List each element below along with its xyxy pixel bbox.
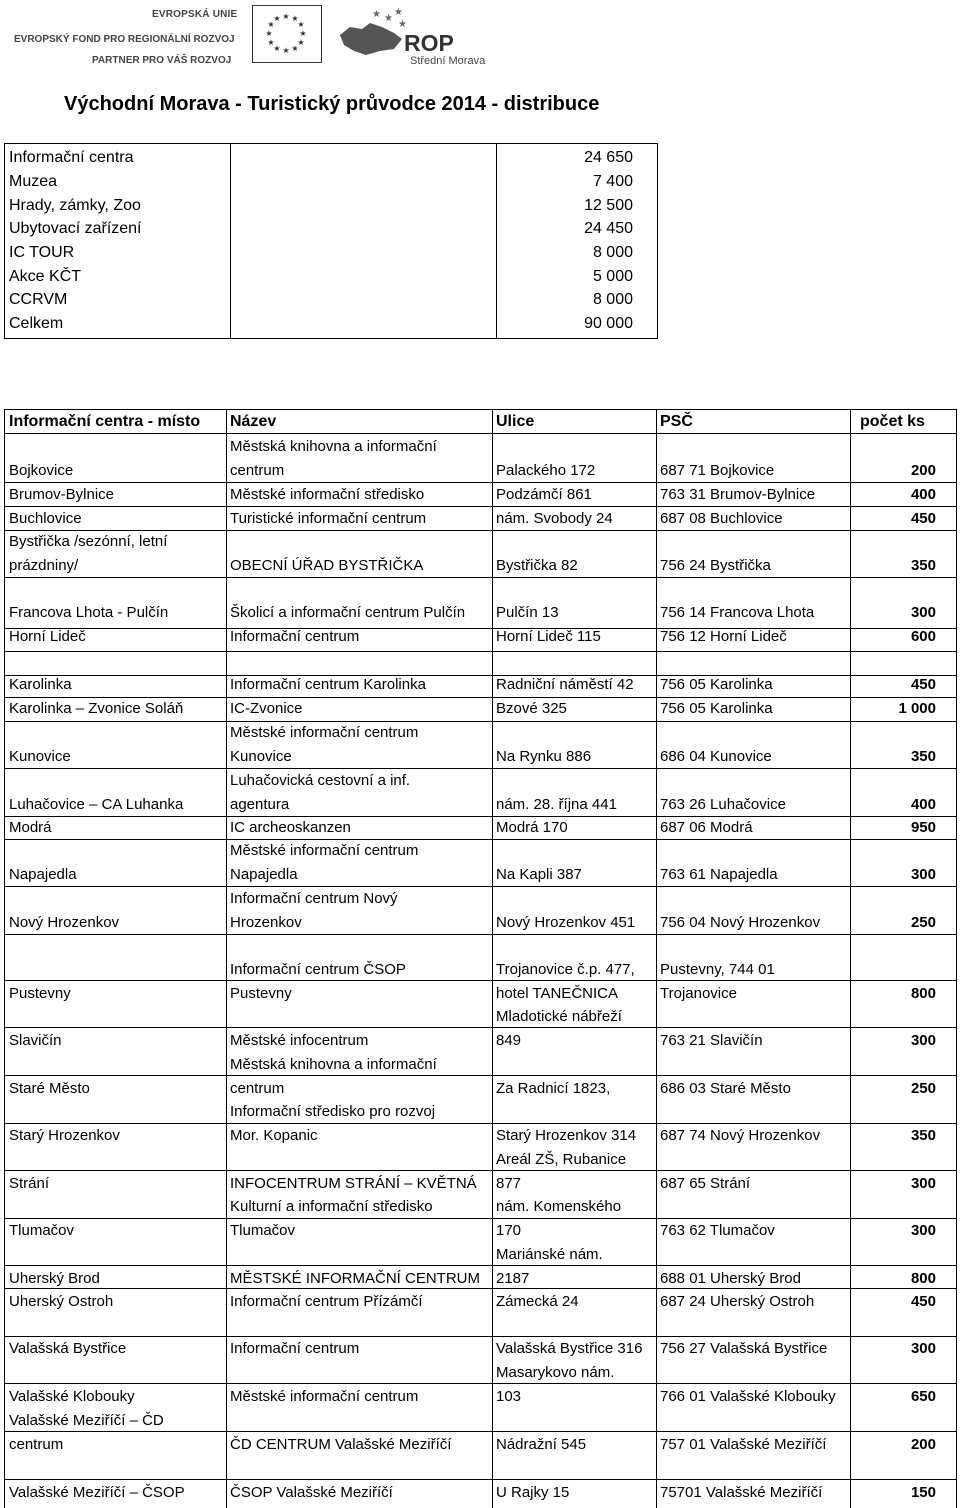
cell-ulice: Radniční náměstí 42 [496,675,634,693]
cell-psc: 687 06 Modrá [660,818,753,836]
svg-text:★: ★ [273,44,281,53]
cell-misto: Slavičín [9,1031,62,1049]
row-divider [5,839,956,840]
cell-psc: 687 65 Strání [660,1174,751,1192]
cell-ks: 200 [910,461,936,479]
row-divider [5,628,956,629]
cell-ks: 250 [910,1079,936,1097]
cell-misto: Brumov-Bylnice [9,485,115,503]
cell-nazev: Městské informační centrum [230,724,419,741]
cell-nazev: IC-Zvonice [230,699,303,717]
row-divider [5,768,956,769]
cell-nazev: INFOCENTRUM STRÁNÍ – KVĚTNÁ [230,1174,477,1192]
cell-psc: Pustevny, 744 01 [660,961,775,978]
cell-misto: Kunovice [9,747,71,765]
cell-misto: Napajedla [9,865,77,883]
cell-ulice: Na Rynku 886 [496,747,592,765]
cell-misto: Buchlovice [9,509,82,527]
cell-ulice: Zámecká 24 [496,1292,579,1310]
row-divider [5,816,956,817]
cell-psc: Trojanovice [660,984,737,1002]
svg-text:★: ★ [282,12,290,21]
cell-psc: 756 14 Francova Lhota [660,603,815,621]
cell-ks: 650 [910,1387,936,1405]
cell-misto: Horní Lideč [9,627,86,645]
cell-nazev: Městské informační centrum [230,842,419,859]
fund-label: EVROPSKÝ FOND PRO REGIONÁLNÍ ROZVOJ [14,34,235,45]
cell-misto: Bystřička /sezónní, letní [9,533,168,550]
summary-row [5,288,657,312]
cell-nazev: MĚSTSKÉ INFORMAČNÍ CENTRUM [230,1269,481,1287]
cell-nazev: Informační centrum ČSOP [230,961,406,978]
row-divider [5,1218,956,1219]
column-header: Název [230,413,277,430]
cell-misto: Tlumačov [9,1221,75,1239]
cell-ks: 300 [910,603,936,621]
cell-misto: Valašské Meziříčí – ČSOP [9,1483,185,1501]
summary-label: Celkem [9,315,64,332]
cell-nazev: Městská knihovna a informační [230,1056,437,1073]
cell-ks: 300 [910,1031,936,1049]
cell-ulice: Podzámčí 861 [496,485,592,503]
cell-ulice: Bzové 325 [496,699,567,717]
cell-psc: 763 26 Luhačovice [660,795,786,813]
svg-text:★: ★ [273,14,281,23]
cell-psc: 687 74 Nový Hrozenkov [660,1126,821,1144]
cell-misto: Karolinka [9,675,72,693]
cell-psc: 688 01 Uherský Brod [660,1269,801,1287]
cell-ulice: 849 [496,1031,522,1049]
cell-ulice: Palackého 172 [496,461,596,479]
summary-value: 24 450 [584,220,633,237]
cell-ulice: nám. Svobody 24 [496,509,613,527]
info-centers-table [4,409,957,1508]
cell-psc: 686 03 Staré Město [660,1079,791,1097]
summary-label: CCRVM [9,291,68,308]
summary-row [5,241,657,265]
cell-ulice: Horní Lideč 115 [496,627,601,645]
summary-label: Akce KČT [9,268,82,285]
cell-ulice: 170 [496,1221,522,1239]
cell-misto: Staré Město [9,1079,90,1097]
cell-misto: Modrá [9,818,52,836]
cell-ulice: Valašská Bystřice 316 [496,1339,643,1357]
cell-ulice: Trojanovice č.p. 477, [496,961,635,978]
cell-ks: 150 [910,1483,936,1501]
cell-psc: 756 27 Valašská Bystřice [660,1339,828,1357]
cell-psc: 756 24 Bystřička [660,556,771,574]
svg-text:★: ★ [291,44,299,53]
cell-nazev: IC archeoskanzen [230,818,351,836]
row-divider [5,980,956,981]
summary-row [5,217,657,241]
column-divider [226,410,227,1508]
column-divider [656,410,657,1508]
cell-nazev: OBECNÍ ÚŘAD BYSTŘIČKA [230,556,424,574]
cell-misto: Uherský Ostroh [9,1292,114,1310]
cell-ks: 1 000 [898,699,936,717]
cell-ulice: nám. 28. října 441 [496,795,617,813]
summary-value: 24 650 [584,149,633,166]
cell-misto: prázdniny/ [9,556,79,574]
cell-ks: 250 [910,913,936,931]
cell-misto: Nový Hrozenkov [9,913,120,931]
svg-text:★: ★ [282,46,290,55]
row-divider [5,1075,956,1076]
svg-text:★: ★ [394,7,403,18]
cell-psc: 687 71 Bojkovice [660,461,775,479]
cell-nazev: Informační centrum [230,627,360,645]
cell-ks: 350 [910,556,936,574]
cell-ulice: 2187 [496,1269,530,1287]
cell-ks: 300 [910,1339,936,1357]
cell-ulice: Modrá 170 [496,818,568,836]
cell-ulice: 877 [496,1174,522,1192]
cell-misto: Valašské Klobouky [9,1387,135,1405]
column-header: Ulice [496,413,535,430]
summary-value: 90 000 [584,315,633,332]
eu-label: EVROPSKÁ UNIE [152,9,238,20]
summary-label: IC TOUR [9,244,75,261]
summary-row [5,265,657,289]
cell-ulice: Pulčín 13 [496,603,559,621]
cell-nazev: Informační centrum Nový [230,890,398,907]
summary-row [5,146,657,170]
cell-nazev: Městská knihovna a informační [230,438,437,455]
cell-nazev: Tlumačov [230,1221,296,1239]
cell-ulice: 103 [496,1387,522,1405]
cell-nazev: Informační centrum Přízámčí [230,1292,423,1310]
cell-ulice: Masarykovo nám. [496,1364,615,1381]
cell-psc: 75701 Valašské Meziříčí [660,1483,823,1501]
row-divider [5,577,956,578]
row-divider [5,721,956,722]
cell-nazev: ČSOP Valašské Meziříčí [230,1483,393,1501]
cell-nazev: Informační centrum Karolinka [230,675,426,693]
row-divider [5,1027,956,1028]
svg-text:★: ★ [297,38,305,47]
svg-text:★: ★ [398,19,407,30]
summary-row [5,170,657,194]
cell-nazev: agentura [230,795,290,813]
cell-ks: 350 [910,747,936,765]
cell-nazev: Informační středisko pro rozvoj [230,1103,436,1120]
cell-ulice: Mariánské nám. [496,1246,603,1263]
cell-ks: 450 [910,509,936,527]
cell-ks: 300 [910,1174,936,1192]
rop-subtitle: Střední Morava [410,55,486,67]
summary-label: Informační centra [9,149,134,166]
svg-text:★: ★ [384,13,393,24]
cell-nazev: ČD CENTRUM Valašské Meziříčí [230,1435,452,1453]
summary-label: Ubytovací zařízení [9,220,142,237]
partner-label: PARTNER PRO VÁŠ ROZVOJ [92,55,232,66]
cell-ulice: Na Kapli 387 [496,865,582,883]
logo-band [0,0,960,78]
summary-row [5,194,657,218]
summary-value: 8 000 [592,244,633,261]
summary-value: 12 500 [584,197,633,214]
cell-nazev: Turistické informační centrum [230,509,427,527]
cell-ks: 400 [910,795,936,813]
column-header: PSČ [660,413,693,430]
row-divider [5,651,956,652]
svg-text:★: ★ [372,9,381,20]
cell-ks: 950 [910,818,936,836]
summary-label: Hrady, zámky, Zoo [9,197,141,214]
cell-misto: Valašské Meziříčí – ČD [9,1412,164,1429]
cell-ulice: U Rajky 15 [496,1483,570,1501]
cell-ks: 800 [910,1269,936,1287]
cell-misto: Uherský Brod [9,1269,100,1287]
column-divider [492,410,493,1508]
cell-psc: 757 01 Valašské Meziříčí [660,1435,827,1453]
cell-misto: Luhačovice – CA Luhanka [9,795,184,813]
cell-psc: 763 62 Tlumačov [660,1221,775,1239]
svg-text:★: ★ [299,29,307,38]
svg-text:★: ★ [297,20,305,29]
cell-ulice: Nádražní 545 [496,1435,587,1453]
cell-ks: 600 [910,627,936,645]
cell-nazev: Školicí a informační centrum Pulčín [230,603,466,621]
cell-ks: 450 [910,1292,936,1310]
cell-ks: 350 [910,1126,936,1144]
cell-ulice: Areál ZŠ, Rubanice [496,1151,627,1168]
cell-misto: centrum [9,1435,64,1453]
cell-psc: 763 21 Slavičín [660,1031,763,1049]
cell-psc: 687 24 Uherský Ostroh [660,1292,815,1310]
summary-label: Muzea [9,173,58,190]
cell-psc: 766 01 Valašské Klobouky [660,1387,836,1405]
svg-text:★: ★ [267,20,275,29]
row-divider [5,1170,956,1171]
czech-map-icon [336,5,406,67]
cell-ulice: nám. Komenského [496,1198,622,1215]
cell-ks: 300 [910,1221,936,1239]
cell-psc: 763 31 Brumov-Bylnice [660,485,816,503]
cell-nazev: Kulturní a informační středisko [230,1198,433,1215]
cell-misto: Bojkovice [9,461,74,479]
row-divider [5,1265,956,1266]
cell-ulice: Starý Hrozenkov 314 [496,1126,637,1144]
cell-misto: Starý Hrozenkov [9,1126,120,1144]
column-divider [850,410,851,1508]
row-divider [5,934,956,935]
row-divider [5,675,956,676]
cell-nazev: centrum [230,461,285,479]
cell-psc: 756 04 Nový Hrozenkov [660,913,821,931]
summary-value: 5 000 [592,268,633,285]
cell-ulice: Nový Hrozenkov 451 [496,913,636,931]
cell-ks: 800 [910,984,936,1002]
cell-misto: Pustevny [9,984,71,1002]
summary-value: 7 400 [592,173,633,190]
cell-nazev: Mor. Kopanic [230,1126,318,1144]
svg-text:★: ★ [267,38,275,47]
row-divider [5,433,956,434]
cell-psc: 756 05 Karolinka [660,675,773,693]
cell-nazev: Pustevny [230,984,292,1002]
cell-psc: 763 61 Napajedla [660,865,778,883]
cell-psc: 756 05 Karolinka [660,699,773,717]
cell-misto: Francova Lhota - Pulčín [9,603,169,621]
cell-nazev: Luhačovická cestovní a inf. [230,772,411,789]
cell-misto: Valašská Bystřice [9,1339,127,1357]
cell-nazev: centrum [230,1079,285,1097]
cell-nazev: Městské informační centrum [230,1387,419,1405]
cell-ks: 450 [910,675,936,693]
cell-nazev: Napajedla [230,865,298,883]
summary-value: 8 000 [592,291,633,308]
rop-logo-text: ROP [404,30,454,56]
row-divider [5,506,956,507]
eu-flag-icon [252,5,322,63]
cell-psc: 687 08 Buchlovice [660,509,783,527]
svg-text:★: ★ [265,29,273,38]
cell-nazev: Kunovice [230,747,292,765]
cell-ks: 400 [910,485,936,503]
svg-text:★: ★ [291,14,299,23]
cell-nazev: Městské infocentrum [230,1031,369,1049]
page-title: Východní Morava - Turistický průvodce 2014 - distribuce [64,93,600,115]
column-header: počet ks [860,413,925,430]
cell-ulice: Mladotické nábřeží [496,1008,622,1025]
cell-ulice: Bystřička 82 [496,556,578,574]
cell-misto: Karolinka – Zvonice Soláň [9,699,184,717]
cell-ulice: hotel TANEČNICA [496,984,618,1002]
cell-ks: 300 [910,865,936,883]
cell-ks: 200 [910,1435,936,1453]
cell-nazev: Městské informační středisko [230,485,425,503]
summary-row [5,312,657,336]
cell-psc: 756 12 Horní Lideč [660,627,787,645]
cell-misto: Strání [9,1174,50,1192]
row-divider [5,886,956,887]
cell-ulice: Za Radnicí 1823, [496,1079,611,1097]
cell-psc: 686 04 Kunovice [660,747,772,765]
cell-nazev: Informační centrum [230,1339,360,1357]
cell-nazev: Hrozenkov [230,913,302,931]
summary-table [4,143,658,339]
column-header: Informační centra - místo [9,413,201,430]
